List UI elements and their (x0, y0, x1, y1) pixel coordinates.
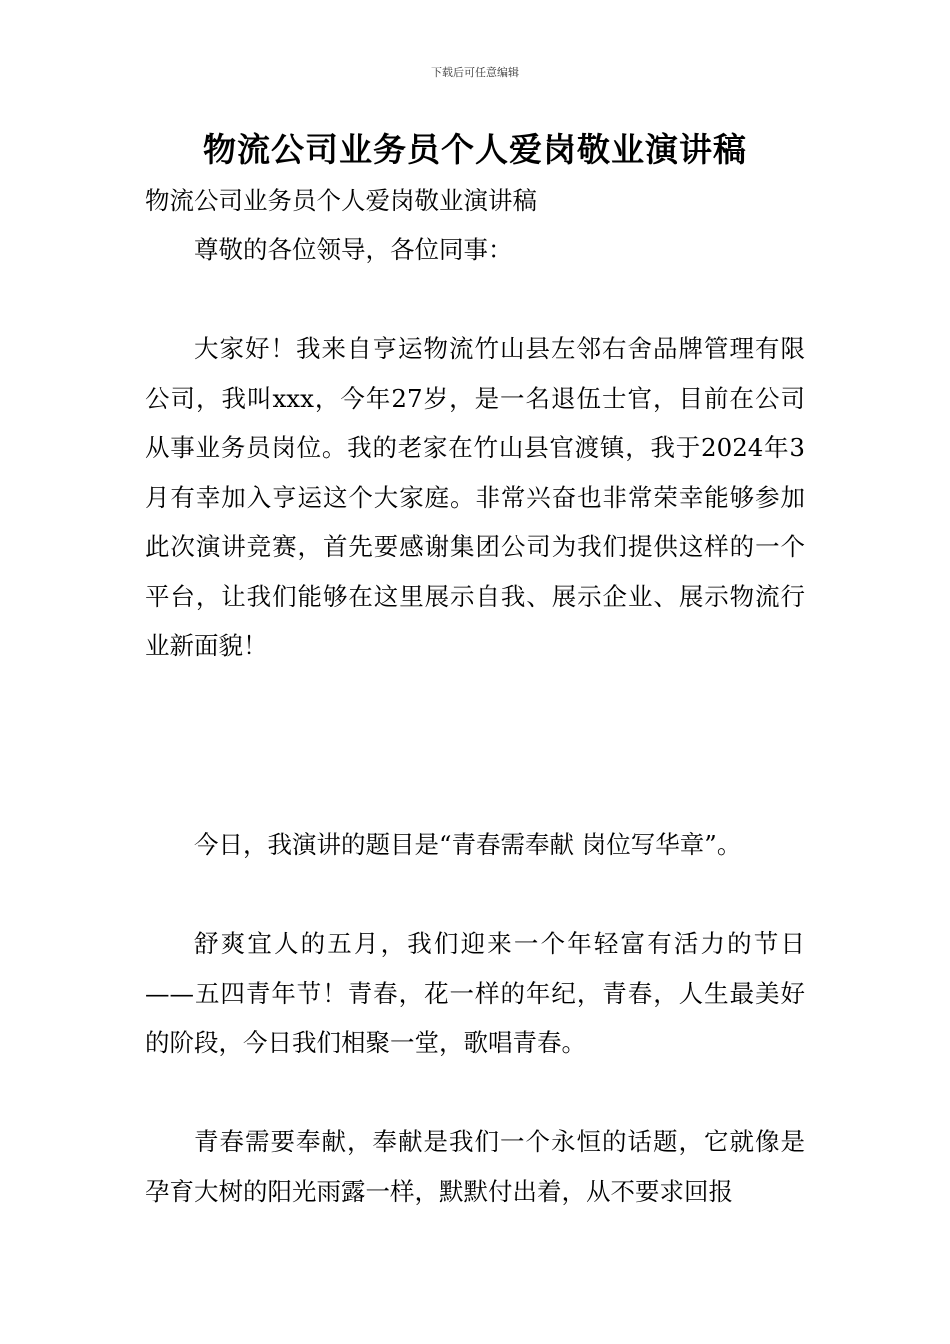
paragraph-youth-day: 舒爽宜人的五月，我们迎来一个年轻富有活力的节日——五四青年节！青春，花一样的年纪，青春，人生最美好的阶段，今日我们相聚一堂，歌唱青春。 (145, 929, 805, 1057)
paragraph-topic: 今日，我演讲的题目是“青春需奉献 岗位写华章”。 (194, 830, 742, 859)
greeting-line: 尊敬的各位领导，各位同事： (194, 235, 513, 264)
document-subtitle: 物流公司业务员个人爱岗敬业演讲稿 (145, 186, 537, 215)
document-title: 物流公司业务员个人爱岗敬业演讲稿 (203, 130, 747, 169)
paragraph-introduction: 大家好！我来自亨运物流竹山县左邻右舍品牌管理有限公司，我叫xxx，今年27岁，是一名退伍士官，目前在公司从事业务员岗位。我的老家在竹山县官渡镇，我于2024年3月有幸加入亨运这个大家庭。非常兴奋也非常荣幸能够参加此次演讲竞赛，首先要感谢集团公司为我们提供这样的一个平台，让我们能够在这里展示自我、展示企业、展示物流行业新面貌！ (145, 334, 805, 660)
download-note: 下载后可任意编辑 (431, 66, 519, 79)
paragraph-dedication: 青春需要奉献，奉献是我们一个永恒的话题，它就像是孕育大树的阳光雨露一样，默默付出着，从不要求回报 (145, 1127, 805, 1206)
